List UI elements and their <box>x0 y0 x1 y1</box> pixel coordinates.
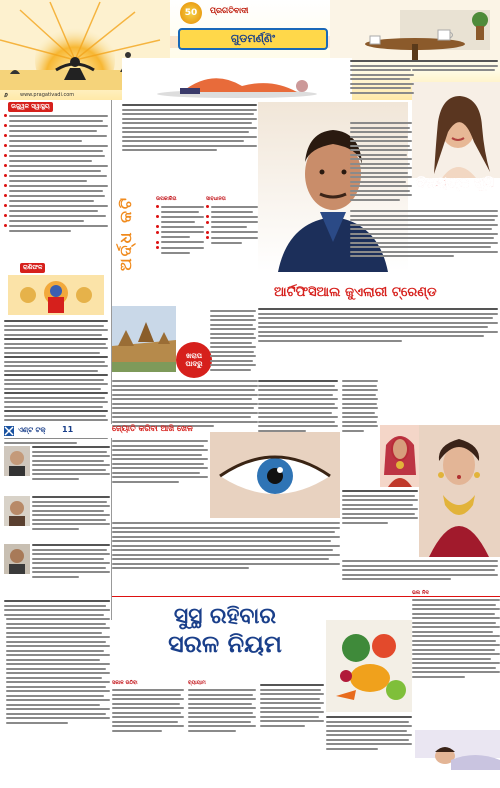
precautions-heading: ସାବଧାନତା <box>206 196 226 202</box>
hashtag-icon <box>4 426 14 436</box>
bottom-subsection-1 <box>112 680 184 732</box>
healthy-food-photo <box>326 620 412 712</box>
bride-photo-2 <box>419 425 500 557</box>
actor-headline: ବିଜୟଙ୍କ ଖୁସି <box>416 175 494 191</box>
yoga-pose-photo <box>122 58 352 102</box>
bottom-subsection-2 <box>188 680 256 732</box>
hashtag-label: ଏଣ୍ଟ ଟକ୍ <box>18 426 46 434</box>
bottom-subsection-3 <box>260 684 324 727</box>
jewelry-text-3 <box>342 490 418 524</box>
hashtag-bar <box>0 424 112 438</box>
subsection-1-heading: ସକାଳ ଉଠିବା <box>112 680 138 686</box>
jewelry-headline: ଆର୍ଟିଫିସିଆଲ ଜୁଏଲାରୀ ଟ୍ରେଣ୍ଡ <box>274 285 437 300</box>
supplement-title: ଗୁଡମର୍ଣ୍ଣିଂ <box>178 28 328 50</box>
bottom-subsection-4 <box>326 716 412 750</box>
eye-text-bottom <box>112 522 340 569</box>
circle-badge: ଖରାପ ପାଦରୁ <box>176 342 212 378</box>
bottom-title-line1: ସୁସ୍ଥ ରହିବାର <box>173 604 277 629</box>
yoga-intro-text <box>122 104 257 151</box>
horoscope-section-title: ରାଶିଫଳ <box>20 263 45 273</box>
entertainment-news-3 <box>32 544 110 578</box>
brand-name: ପ୍ରଗତିବାଦୀ <box>210 6 249 15</box>
interview-text-middle <box>350 122 412 201</box>
bottom-title-line2: ସରଳ ନିୟମ <box>168 630 282 658</box>
coffee-table-illustration <box>330 0 500 60</box>
anniversary-logo: 50 <box>180 2 202 24</box>
sleep-tips-heading: ଭଲ ନିଦ <box>412 590 429 596</box>
jewelry-text-1 <box>258 380 338 432</box>
page-number: ୬ <box>4 92 8 99</box>
jewelry-intro <box>258 308 498 342</box>
hashtag-number: 11 <box>62 425 74 434</box>
health-section-title: ଉଜ୍ଜ୍ୱଳ ସ୍ୱାସ୍ଥ୍ୟ <box>8 102 53 112</box>
health-tips-list <box>4 114 108 232</box>
bottom-feature-title <box>112 604 338 678</box>
monument-photo <box>112 306 176 372</box>
subsection-2-heading: ବ୍ୟାୟାମ <box>188 680 206 686</box>
deity-illustration <box>8 275 104 315</box>
eye-photo <box>210 432 340 518</box>
site-url: www.pragativadi.com <box>20 92 75 98</box>
entertainment-news-2 <box>32 496 110 530</box>
eye-headline: ଜ୍ୟୋତି କରିବା ଆଖି ଖେଳ <box>112 424 193 433</box>
precautions-box <box>206 196 258 280</box>
interview-text-bottom <box>350 210 498 257</box>
jewelry-text-4 <box>342 560 498 580</box>
jewelry-text-2 <box>342 380 378 432</box>
bride-photo-1 <box>380 425 420 487</box>
sleeping-woman-photo <box>415 730 500 780</box>
eye-text-left <box>112 440 208 483</box>
actress-portrait <box>412 82 500 178</box>
celebrity-portraits <box>4 444 30 594</box>
travel-text <box>112 380 258 427</box>
benefits-box <box>156 196 204 280</box>
yoga-pose-title: ଅର୍ଦ୍ଧ କଟି <box>116 196 135 271</box>
interview-text-top <box>350 60 414 94</box>
sleep-tips-box <box>412 590 500 730</box>
monument-text <box>210 310 256 371</box>
interview-text-top-right <box>412 60 498 71</box>
bottom-left-text <box>6 600 110 724</box>
benefits-heading: ଉପକାରିତା <box>156 196 177 202</box>
entertainment-news-1 <box>32 446 110 480</box>
